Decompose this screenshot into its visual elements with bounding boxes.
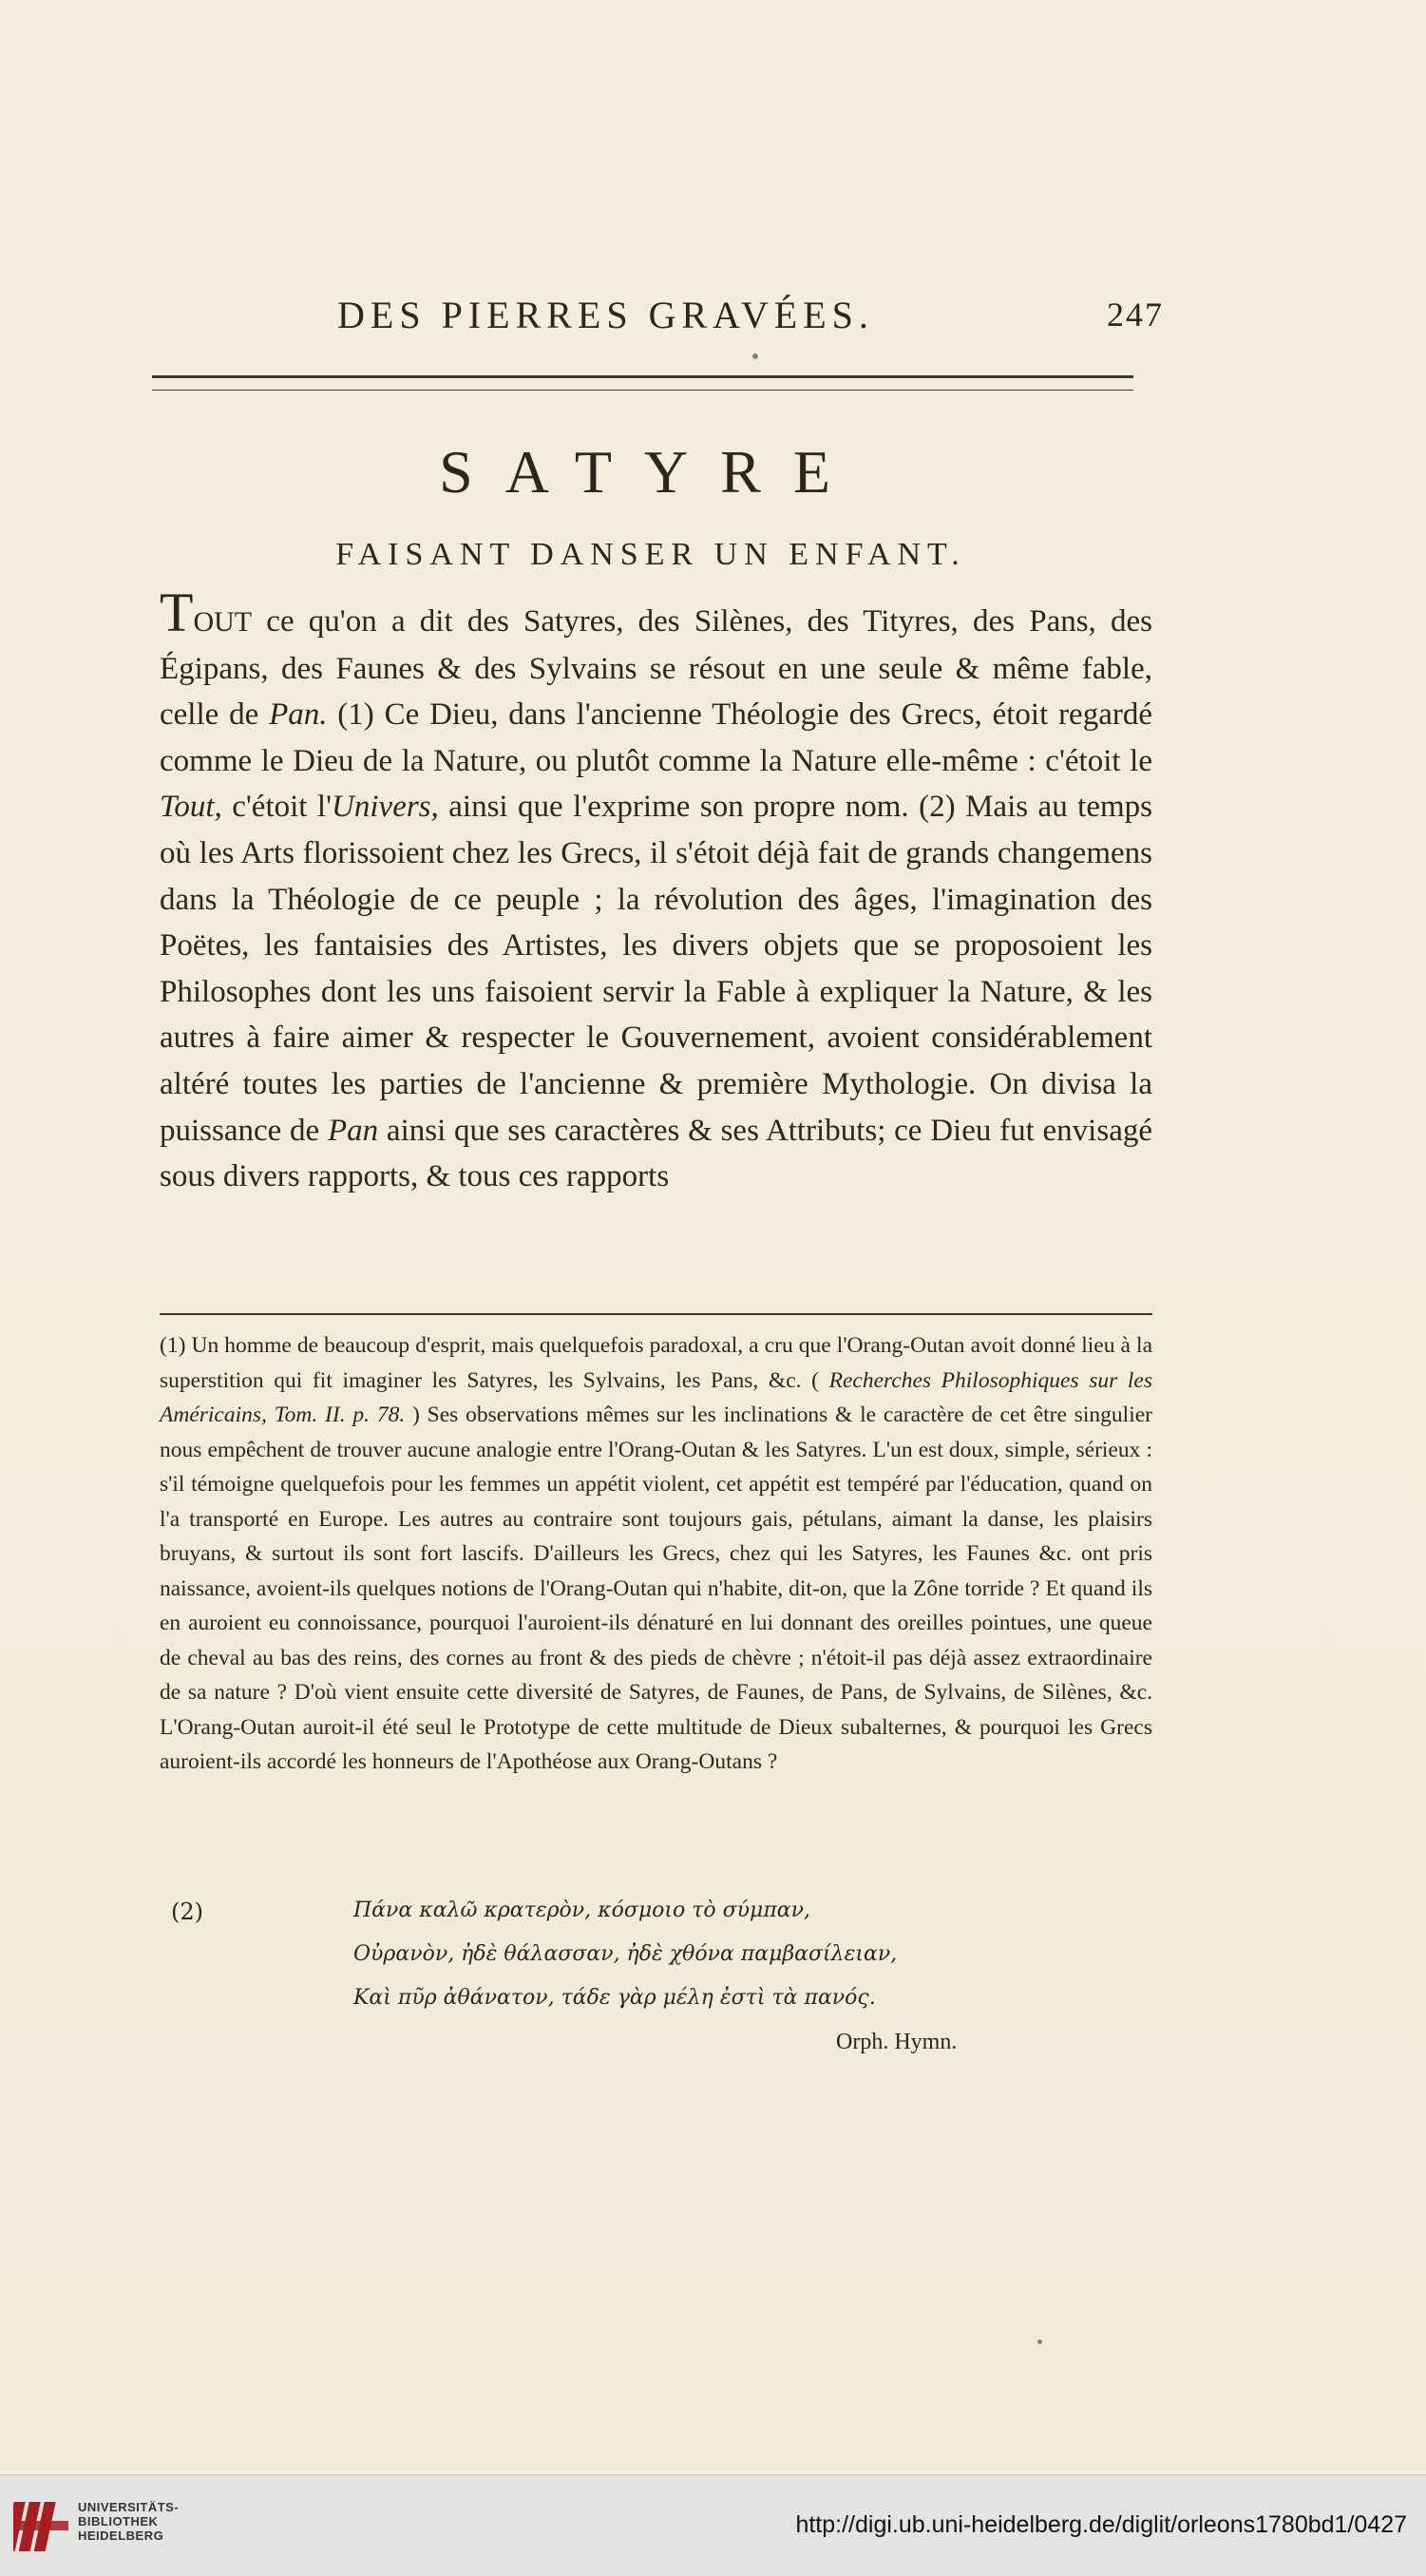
logo-line: HEIDELBERG <box>78 2528 164 2543</box>
greek-verse-line: Οὐρανὸν, ἠδὲ θάλασσαν, ἠδὲ χθόνα παμβασίλειαν, <box>353 1942 898 1966</box>
footnote-paragraph <box>160 1328 1152 1780</box>
citation: Recherches Philosophiques sur les Américains, Tom. II. p. 78. <box>160 1367 1152 1427</box>
article-title: SATYRE <box>439 438 863 506</box>
footnote-number: (2) <box>171 1899 203 1925</box>
text-segment: (1) Ce Dieu, dans l'ancienne Théologie des Grecs, étoit regardé comme le Dieu de la Nature, ou plutôt comme la Nature elle-même : c'étoit le <box>160 697 1152 778</box>
article-subtitle: FAISANT DANSER UN ENFANT. <box>335 537 966 572</box>
header-rule <box>152 375 1133 391</box>
logo-line: UNIVERSITÄTS- <box>78 2500 180 2514</box>
text-segment: c'étoit l' <box>221 790 333 825</box>
italic-univers: Univers, <box>332 790 439 825</box>
viewer-footer <box>0 2474 1426 2576</box>
text-segment: ) Ses observations mêmes sur les inclinations & le caractère de cet être singulier nous empêchent de trouver aucune analogie entre l'Orang-Outan & les Satyres. L'un est doux, simple, sérieux : s'il témoigne quelquefois pour les femmes un appétit violent, cet appétit est tempéré par l'éducation, quand on l'a transporté en Europe. Les autres au contraire sont toujours gais, pétulans, aimant la danse, les plaisirs bruyans, & surtout ils sont fort lascifs. D'ailleurs les Grecs, chez qui les Satyres, les Faunes &c. ont pris naissance, avoient-ils quelques notions de l'Orang-Outan qui n'habite, dit-on, que la Zône torride ? Et quand ils en auroient eu connoissance, pourquoi l'auroient-ils dénaturé en lui donnant des oreilles pointues, une queue de cheval au bas des reins, des cornes au front & des pieds de chèvre ; n'étoit-il pas déjà assez extraordinaire de sa nature ? D'où vient ensuite cette diversité de Satyres, de Faunes, de Pans, de Sylvains, de Silènes, &c. L'Orang-Outan auroit-il été seul le Prototype de cette multitude de Dieux subalternes, & pourquoi les Grecs auroient-ils accordé les honneurs de l'Apothéose aux Orang-Outans ? <box>160 1402 1152 1774</box>
attribution: Orph. Hymn. <box>836 2030 958 2054</box>
drop-cap: T <box>160 582 194 643</box>
main-paragraph <box>160 582 1153 1200</box>
ink-speck <box>1037 2339 1042 2344</box>
italic-tout: Tout, <box>160 790 222 825</box>
italic-pan: Pan <box>327 1113 379 1148</box>
page-url[interactable]: http://digi.ub.uni-heidelberg.de/diglit/orleons1780bd1/0427 <box>795 2511 1407 2538</box>
library-logo-icon[interactable] <box>13 2496 72 2557</box>
greek-verse-line: Καὶ πῦρ ἀθάνατον, τάδε γὰρ μέλη ἐστὶ τὰ πανός. <box>353 1986 876 2010</box>
footnote-rule <box>160 1313 1152 1315</box>
text-segment: ce qu'on a dit des Satyres, des Silènes, des Tityres, des Pans, des Égipans, des Faunes & des Sylvains se résout en une seule & même fable, celle de <box>160 604 1152 733</box>
greek-verse-line: Πάνα καλῶ κρατερὸν, κόσμοιο τὸ σύμπαν, <box>353 1899 811 1922</box>
footnote-1 <box>160 1328 1152 1780</box>
text-segment: (1) Un homme de beaucoup d'esprit, mais quelquefois paradoxal, a cru que l'Orang-Outan avoit donné lieu à la superstition qui fit imaginer les Satyres, les Sylvains, les Pans, &c. ( <box>160 1333 1152 1393</box>
library-name <box>78 2500 179 2543</box>
page-number: 247 <box>1107 296 1164 334</box>
text-segment: ainsi que l'exprime son propre nom. (2) Mais au temps où les Arts florissoient chez les Grecs, il s'étoit déjà fait de grands changemens dans la Théologie de ce peuple ; la révolution des âges, l'imagination des Poëtes, les fantaisies des Artistes, les divers objets que se proposoient les Philosophes dont les uns faisoient servir la Fable à expliquer la Nature, & les autres à faire aimer & respecter le Gouvernement, avoient considérablement altéré toutes les parties de l'ancienne & première Mythologie. On divisa la puissance de <box>160 790 1153 1148</box>
main-text <box>160 582 1153 1200</box>
running-title: DES PIERRES GRAVÉES. <box>337 294 874 336</box>
italic-pan: Pan. <box>269 697 328 733</box>
ink-speck <box>752 353 758 359</box>
running-head <box>337 293 1164 350</box>
small-caps-word: OUT <box>193 606 253 638</box>
text-segment: ainsi que ses caractères & ses Attributs; ce Dieu fut envisagé sous divers rapports, & tous ces rapports <box>160 1113 1152 1194</box>
logo-line: BIBLIOTHEK <box>78 2514 159 2528</box>
